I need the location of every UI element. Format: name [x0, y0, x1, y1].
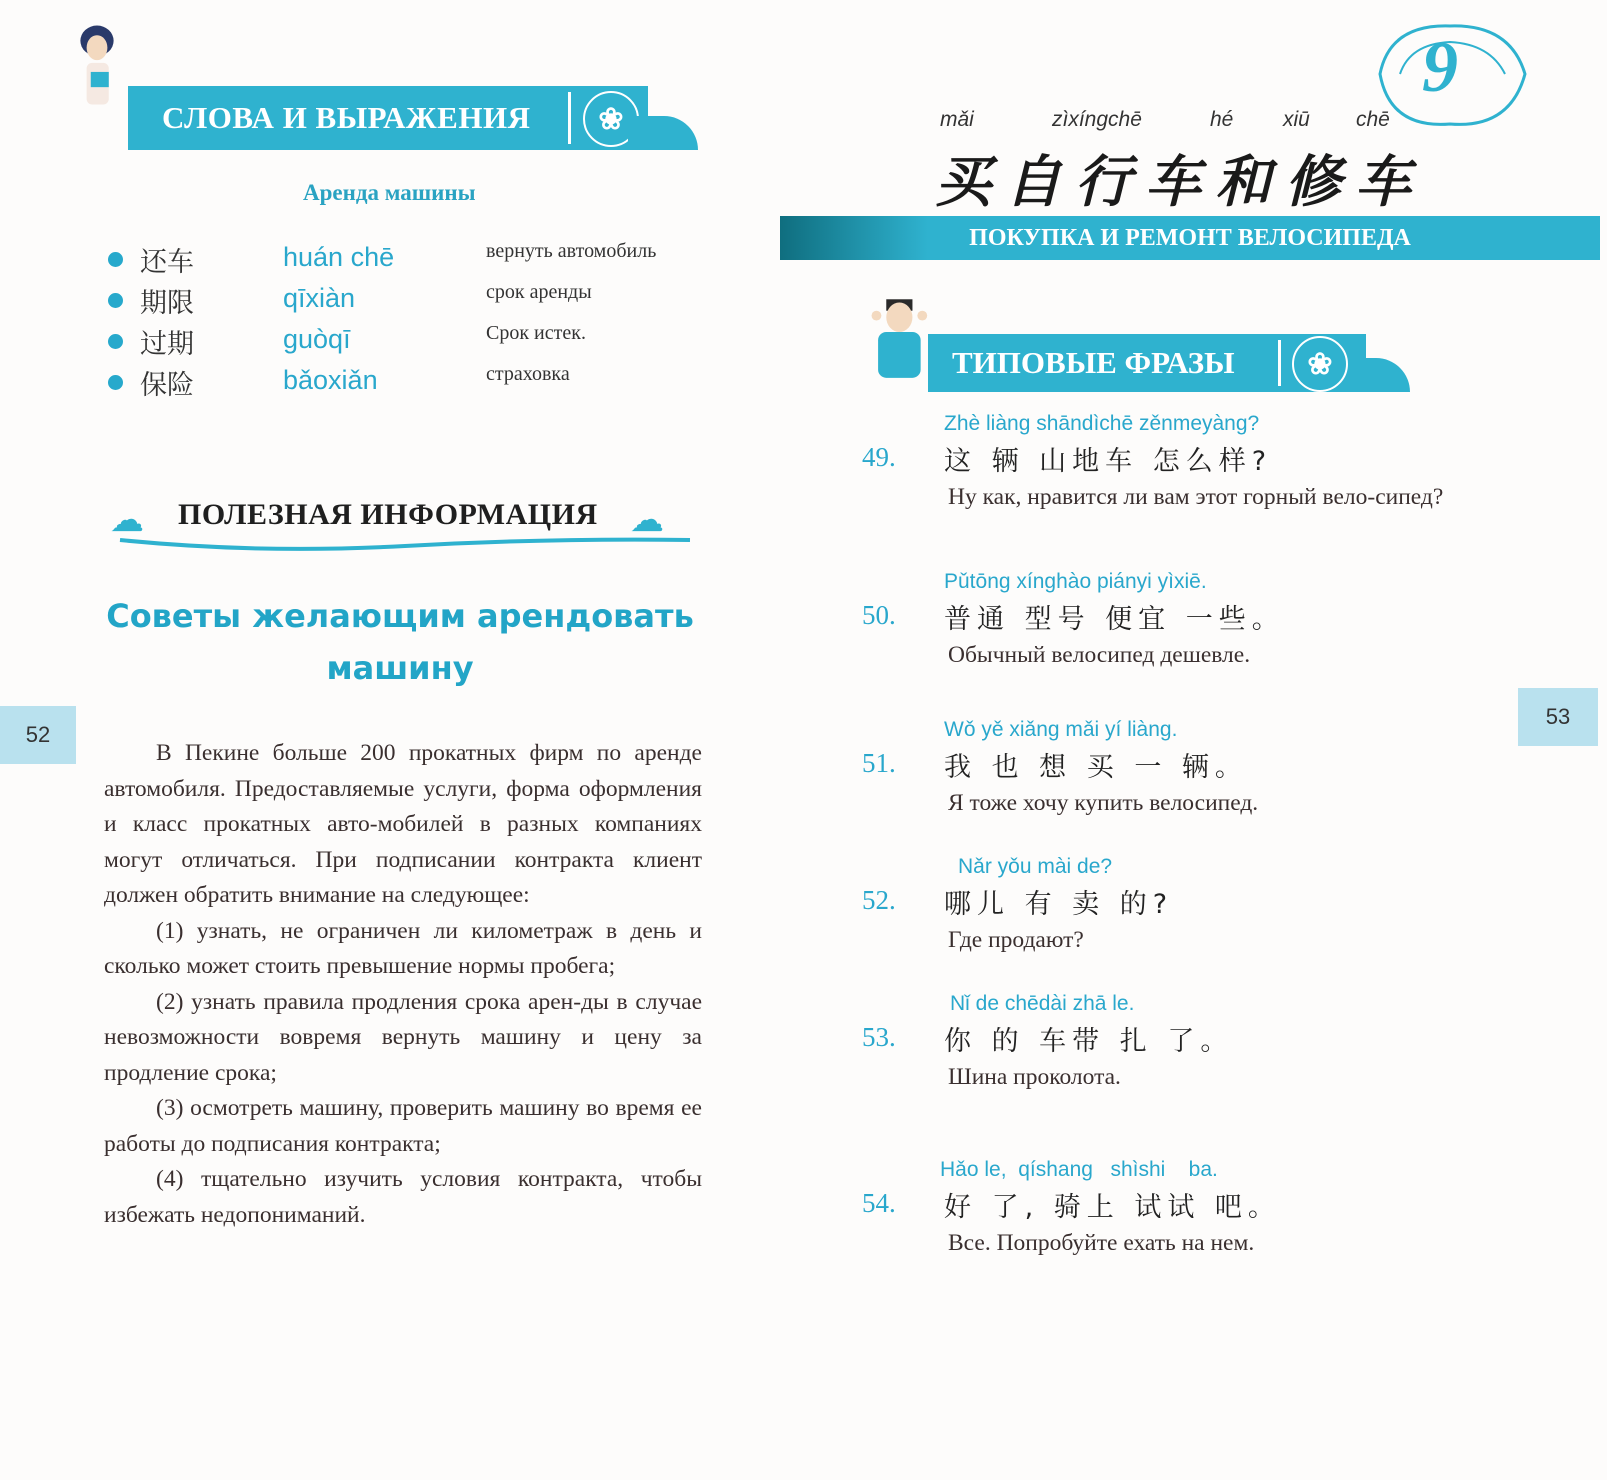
wave-underline	[110, 532, 700, 556]
vocab-hanzi: 过期	[140, 329, 194, 360]
phrase-number: 50.	[862, 600, 896, 630]
lesson-title: 买自行车和修车	[935, 150, 1425, 215]
article-body	[104, 736, 702, 1233]
vocab-translation: страховка	[486, 363, 570, 385]
vocab-row	[108, 240, 708, 280]
phrase-translation: Все. Попробуйте ехать на нем.	[948, 1230, 1255, 1256]
vocab-pinyin: guòqī	[283, 324, 351, 354]
vocab-row	[108, 363, 708, 403]
right-page	[790, 0, 1607, 1480]
bullet-icon	[108, 375, 123, 390]
info-banner-label: ПОЛЕЗНАЯ ИНФОРМАЦИЯ	[178, 498, 598, 531]
vocab-pinyin: bǎoxiǎn	[283, 365, 378, 395]
banner-title: ТИПОВЫЕ ФРАЗЫ	[952, 345, 1235, 380]
lesson-subtitle: ПОКУПКА И РЕМОНТ ВЕЛОСИПЕДА	[969, 224, 1411, 251]
vocab-pinyin: qīxiàn	[283, 283, 356, 313]
paragraph: (2) узнать правила продления срока арен-ды в случае невозможности вовремя вернуть машину и цену за продление срока;	[104, 988, 702, 1086]
phrase-hanzi: 这 辆 山地车 怎么样?	[944, 446, 1273, 477]
vocab-hanzi: 还车	[140, 247, 194, 278]
phrase-hanzi: 哪儿 有 卖 的?	[944, 889, 1174, 920]
vocab-translation: Срок истек.	[486, 322, 586, 344]
vocab-hanzi: 期限	[140, 288, 194, 319]
bullet-icon	[108, 293, 123, 308]
cloud-ornament-icon: ☁	[630, 502, 664, 539]
flower-icon: ❀	[583, 91, 639, 147]
phrase-pinyin: Pǔtōng xínghào piányi yìxiē.	[944, 570, 1207, 593]
section-title: Аренда машины	[303, 180, 476, 205]
phrase-pinyin: Zhè liàng shāndìchē zěnmeyàng?	[944, 412, 1260, 435]
cloud-ornament-icon: ☁	[110, 502, 144, 539]
phrase-translation: Шина проколота.	[948, 1064, 1121, 1090]
phrase-number: 49.	[862, 442, 896, 472]
lesson-subtitle-bar	[780, 216, 1600, 260]
vocab-hanzi: 保险	[140, 370, 194, 401]
paragraph: (3) осмотреть машину, проверить машину во время ее работы до подписания контракта;	[104, 1095, 702, 1157]
vocab-translation: срок аренды	[486, 281, 592, 303]
phrase-pinyin: Nǎr yǒu mài de?	[958, 855, 1113, 878]
title-pinyin: zìxíngchē	[1052, 108, 1142, 131]
vocab-row	[108, 281, 708, 321]
paragraph: (4) тщательно изучить условия контракта, чтобы избежать недопониманий.	[104, 1166, 702, 1228]
man-illustration	[866, 296, 936, 386]
article-heading	[100, 590, 700, 694]
vocab-pinyin: huán chē	[283, 242, 395, 272]
left-page	[0, 0, 790, 1480]
phrase-number: 53.	[862, 1022, 896, 1052]
phrase-translation: Я тоже хочу купить велосипед.	[948, 790, 1259, 816]
typical-phrases-banner	[928, 334, 1366, 392]
phrase-translation: Где продают?	[948, 927, 1084, 953]
phrase-number: 51.	[862, 748, 896, 778]
title-pinyin: hé	[1210, 108, 1234, 131]
vocab-row	[108, 322, 708, 362]
page-number: 52	[0, 706, 76, 764]
phrase-pinyin: Nǐ de chēdài zhā le.	[950, 992, 1135, 1015]
flower-icon: ❀	[1292, 336, 1348, 392]
phrase-hanzi: 普通 型号 便宜 一些。	[944, 604, 1285, 635]
paragraph: (1) узнать, не ограничен ли километраж в день и сколько может стоить превышение нормы пробега;	[104, 917, 702, 979]
words-expressions-banner	[128, 86, 648, 150]
banner-title: СЛОВА И ВЫРАЖЕНИЯ	[162, 100, 531, 135]
heading-line: машину	[326, 649, 474, 687]
vocab-translation: вернуть автомобиль	[486, 240, 657, 262]
phrase-translation: Ну как, нравится ли вам этот горный вело-сипед?	[948, 484, 1444, 510]
useful-info-banner	[110, 488, 700, 558]
phrase-pinyin: Hǎo le, qíshang shìshi ba.	[940, 1158, 1218, 1181]
title-pinyin: mǎi	[940, 108, 974, 131]
phrase-number: 54.	[862, 1188, 896, 1218]
phrase-hanzi: 我 也 想 买 一 辆。	[944, 752, 1248, 783]
phrase-pinyin: Wǒ yě xiǎng mǎi yí liàng.	[944, 718, 1178, 741]
bullet-icon	[108, 334, 123, 349]
bullet-icon	[108, 252, 123, 267]
title-pinyin: chē	[1356, 108, 1390, 131]
paragraph: В Пекине больше 200 прокатных фирм по аренде автомобиля. Предоставляемые услуги, форма оформления и класс прокатных авто-мобилей в разных компаниях могут отличаться. При подписании контракта клиент должен обратить внимание на следующее:	[104, 740, 702, 908]
chapter-number: 9	[1422, 27, 1458, 107]
page-number: 53	[1518, 688, 1598, 746]
heading-line: Советы желающим арендовать	[106, 597, 694, 635]
phrase-number: 52.	[862, 885, 896, 915]
phrase-hanzi: 好 了, 骑上 试试 吧。	[944, 1192, 1281, 1223]
title-pinyin: xiū	[1283, 108, 1310, 131]
phrase-hanzi: 你 的 车带 扎 了。	[944, 1026, 1234, 1057]
phrase-translation: Обычный велосипед дешевле.	[948, 642, 1251, 668]
woman-reader-illustration	[62, 20, 132, 110]
